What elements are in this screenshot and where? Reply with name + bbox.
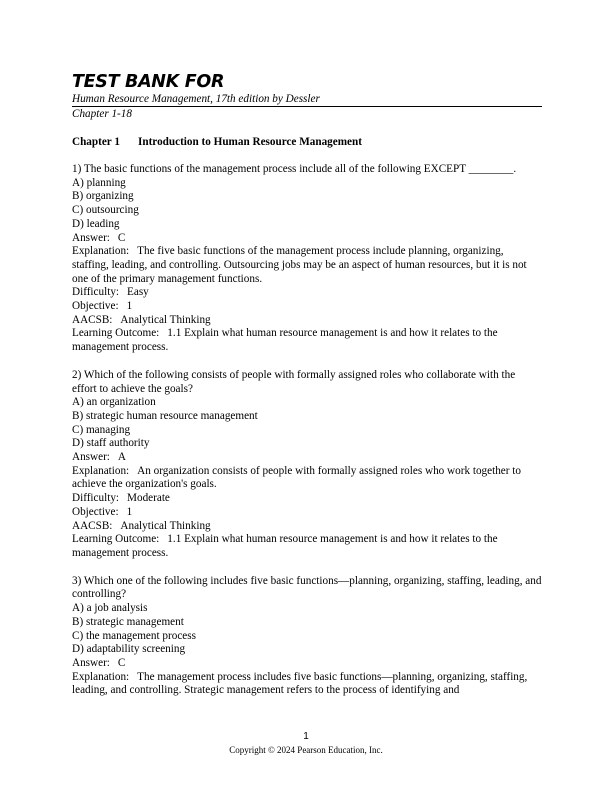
difficulty-label: Difficulty:	[72, 492, 120, 505]
option-d: D) adaptability screening	[72, 643, 186, 656]
outcome-line	[72, 533, 542, 560]
outcome-label: Learning Outcome:	[72, 533, 160, 546]
aacsb-label: AACSB:	[72, 313, 113, 326]
explanation-text: The management process includes five basic functions—planning, organizing, staffing, leading, and controlling. Strategic management refers to the process of identifying and	[72, 670, 528, 697]
option-a: A) an organization	[72, 396, 156, 409]
outcome-line	[72, 327, 542, 354]
difficulty-value: Moderate	[127, 492, 170, 505]
objective-value: 1	[126, 300, 133, 313]
book-subtitle: Human Resource Management, 17th edition by Dessler	[72, 92, 542, 107]
aacsb-value: Analytical Thinking	[120, 313, 211, 326]
question-3	[72, 575, 542, 698]
outcome-text: 1.1 Explain what human resource management is and how it relates to the management process.	[72, 327, 498, 354]
copyright-notice: Copyright © 2024 Pearson Education, Inc.	[229, 745, 383, 755]
option-c: C) outsourcing	[72, 204, 139, 217]
option-a: A) a job analysis	[72, 602, 148, 615]
question-stem: 3) Which one of the following includes five basic functions—planning, organizing, staffing, leading, and controlling?	[72, 574, 542, 601]
explanation-line	[72, 465, 542, 492]
objective-label: Objective:	[72, 505, 119, 518]
explanation-line	[72, 671, 542, 698]
chapter-range: Chapter 1-18	[72, 108, 132, 120]
aacsb-label: AACSB:	[72, 519, 113, 532]
chapter-number: Chapter 1	[72, 136, 120, 148]
question-2	[72, 369, 542, 561]
explanation-label: Explanation:	[72, 670, 130, 683]
outcome-text: 1.1 Explain what human resource management is and how it relates to the management process.	[72, 533, 498, 559]
brand-title: TEST BANK FOR	[72, 72, 225, 92]
page-number: 1	[303, 731, 309, 742]
answer-line	[72, 232, 542, 246]
difficulty-line	[72, 286, 542, 300]
question-stem: 2) Which of the following consists of people with formally assigned roles who collaborate with the effort to achieve the goals?	[72, 368, 516, 395]
document-page	[72, 72, 542, 698]
option-a: A) planning	[72, 176, 126, 189]
answer-value: A	[117, 451, 126, 464]
option-b: B) organizing	[72, 190, 134, 203]
option-d: D) staff authority	[72, 437, 150, 450]
objective-value: 1	[126, 505, 133, 518]
outcome-label: Learning Outcome:	[72, 327, 160, 340]
explanation-label: Explanation:	[72, 245, 130, 258]
explanation-label: Explanation:	[72, 464, 130, 477]
answer-line	[72, 657, 542, 671]
objective-line	[72, 300, 542, 314]
answer-label: Answer:	[72, 231, 110, 244]
explanation-line	[72, 245, 542, 286]
objective-label: Objective:	[72, 300, 119, 313]
difficulty-line	[72, 492, 542, 506]
objective-line	[72, 506, 542, 520]
chapter-title: Introduction to Human Resource Management	[138, 136, 362, 148]
question-1	[72, 163, 542, 355]
answer-label: Answer:	[72, 656, 110, 669]
question-stem: 1) The basic functions of the management process include all of the following EXCEPT ________.	[72, 163, 517, 175]
explanation-text: An organization consists of people with formally assigned roles who work together to achieve the organization's goals.	[72, 464, 521, 491]
answer-value: C	[117, 231, 126, 244]
option-b: B) strategic human resource management	[72, 409, 258, 422]
chapter-heading	[72, 135, 542, 149]
aacsb-line	[72, 314, 542, 328]
option-c: C) the management process	[72, 629, 196, 642]
answer-value: C	[117, 656, 126, 669]
option-d: D) leading	[72, 217, 120, 230]
answer-label: Answer:	[72, 451, 110, 464]
answer-line	[72, 451, 542, 465]
option-b: B) strategic management	[72, 615, 184, 628]
explanation-text: The five basic functions of the management process include planning, organizing, staffing, leading, and controlling. Outsourcing jobs may be an aspect of human resources, but it is not one of the primary management functions.	[72, 245, 527, 285]
aacsb-line	[72, 520, 542, 534]
difficulty-label: Difficulty:	[72, 286, 120, 299]
aacsb-value: Analytical Thinking	[120, 519, 211, 532]
option-c: C) managing	[72, 423, 131, 436]
difficulty-value: Easy	[127, 286, 149, 299]
